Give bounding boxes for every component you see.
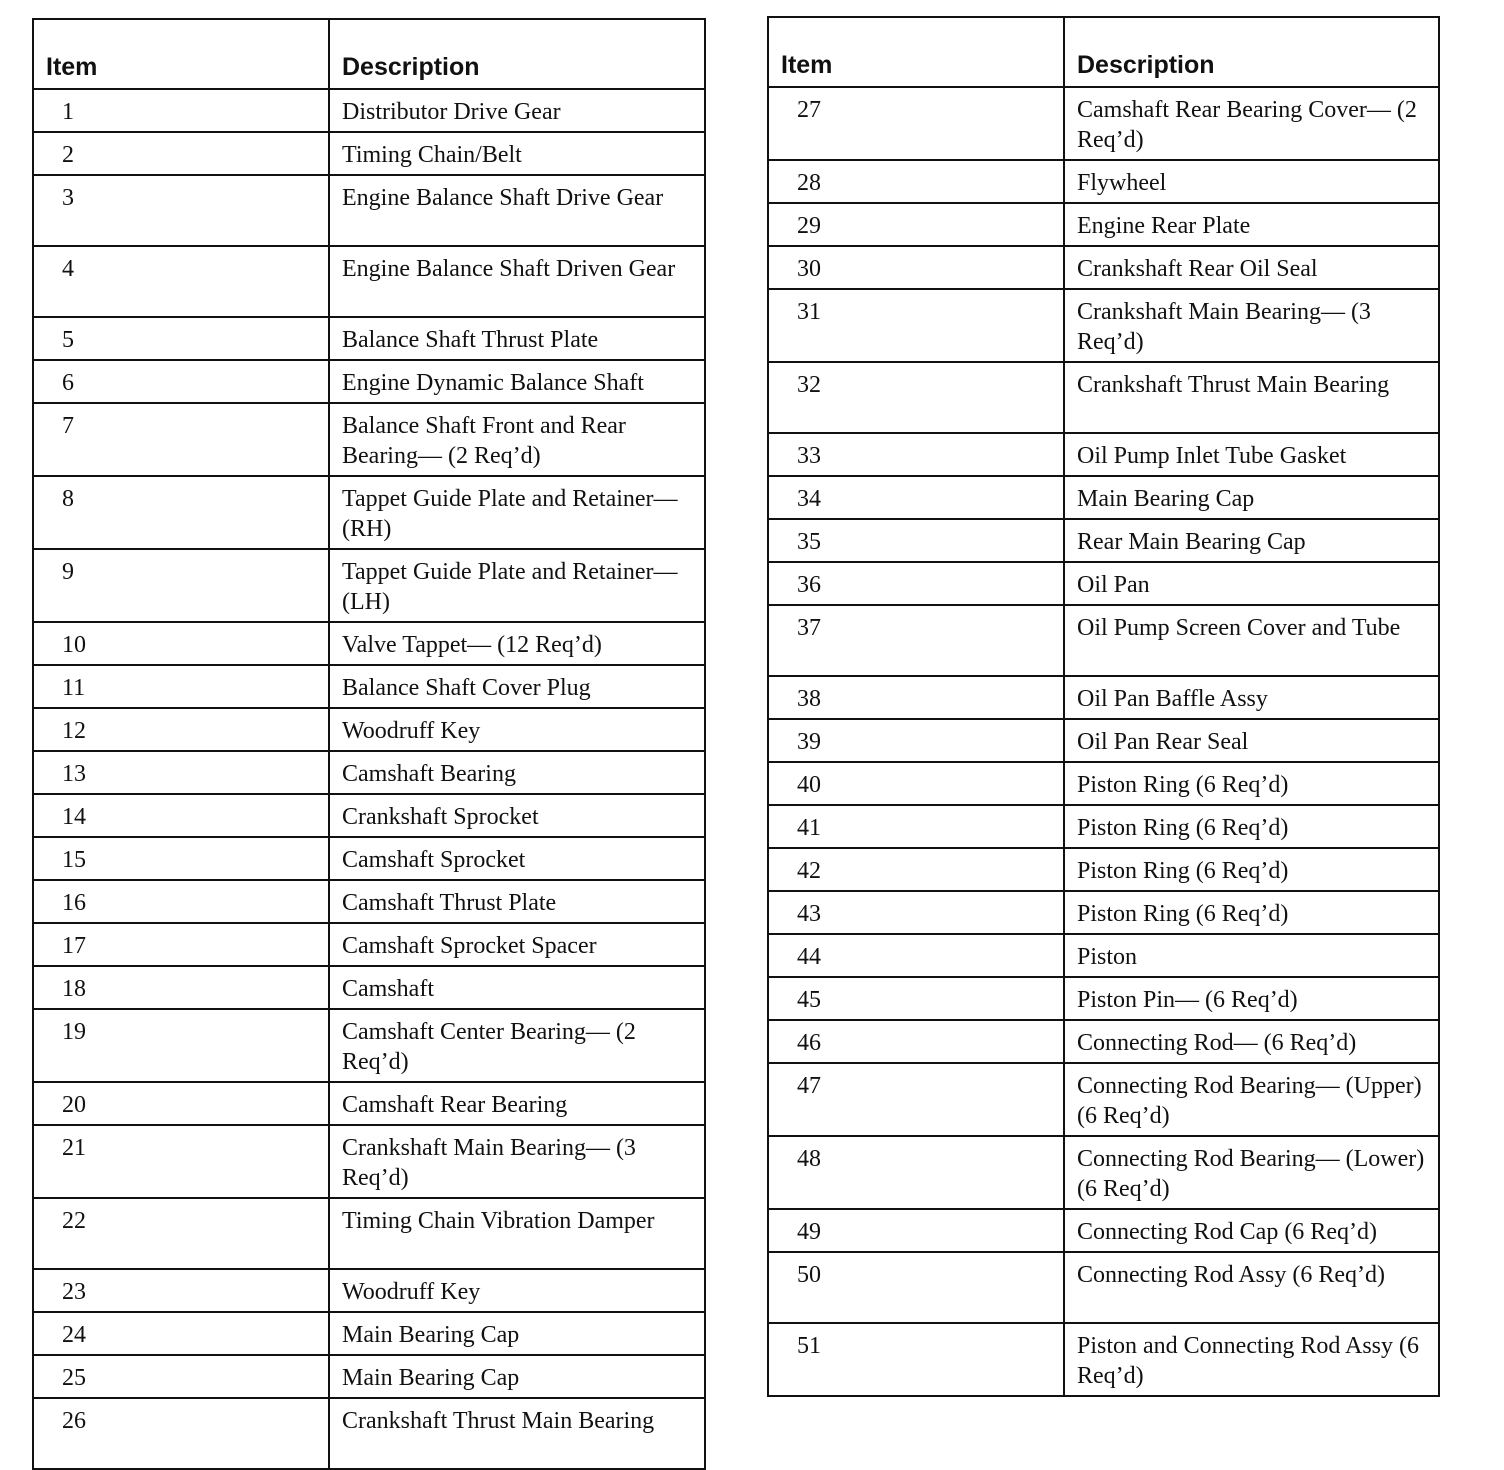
item-description: Piston Pin— (6 Req’d) xyxy=(1064,977,1439,1020)
item-description: Rear Main Bearing Cap xyxy=(1064,519,1439,562)
item-description: Crankshaft Rear Oil Seal xyxy=(1064,246,1439,289)
item-description: Crankshaft Sprocket xyxy=(329,794,705,837)
item-number: 17 xyxy=(33,923,329,966)
item-number: 51 xyxy=(768,1323,1064,1396)
item-number: 5 xyxy=(33,317,329,360)
item-number: 14 xyxy=(33,794,329,837)
table-row xyxy=(33,1009,705,1082)
description-column-header: Description xyxy=(329,19,705,89)
item-column-header: Item xyxy=(768,17,1064,87)
item-description: Main Bearing Cap xyxy=(329,1312,705,1355)
item-number: 25 xyxy=(33,1355,329,1398)
item-description: Tappet Guide Plate and Retainer— (LH) xyxy=(329,549,705,622)
table-row xyxy=(768,1063,1439,1136)
table-row xyxy=(33,923,705,966)
item-number: 11 xyxy=(33,665,329,708)
item-number: 6 xyxy=(33,360,329,403)
item-description: Piston Ring (6 Req’d) xyxy=(1064,891,1439,934)
table-row xyxy=(768,719,1439,762)
item-description: Piston and Connecting Rod Assy (6 Req’d) xyxy=(1064,1323,1439,1396)
item-number: 26 xyxy=(33,1398,329,1469)
table-row xyxy=(33,1082,705,1125)
item-description: Timing Chain Vibration Damper xyxy=(329,1198,705,1269)
parts-table-left xyxy=(32,18,706,1470)
item-description: Piston Ring (6 Req’d) xyxy=(1064,848,1439,891)
item-number: 50 xyxy=(768,1252,1064,1323)
table-row xyxy=(768,1252,1439,1323)
table-row xyxy=(33,966,705,1009)
item-description: Connecting Rod Bearing— (Lower) (6 Req’d) xyxy=(1064,1136,1439,1209)
item-description: Flywheel xyxy=(1064,160,1439,203)
item-description: Oil Pan Rear Seal xyxy=(1064,719,1439,762)
item-number: 37 xyxy=(768,605,1064,676)
item-number: 13 xyxy=(33,751,329,794)
table-row xyxy=(768,676,1439,719)
item-description: Camshaft Sprocket Spacer xyxy=(329,923,705,966)
item-number: 4 xyxy=(33,246,329,317)
table-row xyxy=(768,362,1439,433)
item-number: 48 xyxy=(768,1136,1064,1209)
table-row xyxy=(33,665,705,708)
item-number: 39 xyxy=(768,719,1064,762)
item-number: 3 xyxy=(33,175,329,246)
table-row xyxy=(768,934,1439,977)
item-number: 8 xyxy=(33,476,329,549)
item-number: 20 xyxy=(33,1082,329,1125)
table-row xyxy=(768,246,1439,289)
item-description: Oil Pump Screen Cover and Tube xyxy=(1064,605,1439,676)
item-description: Camshaft xyxy=(329,966,705,1009)
item-description: Camshaft Sprocket xyxy=(329,837,705,880)
table-row xyxy=(33,1312,705,1355)
item-number: 18 xyxy=(33,966,329,1009)
item-number: 15 xyxy=(33,837,329,880)
table-row xyxy=(768,1136,1439,1209)
table-row xyxy=(33,175,705,246)
parts-table-right xyxy=(767,16,1440,1397)
table-row xyxy=(33,89,705,132)
item-number: 49 xyxy=(768,1209,1064,1252)
table-row xyxy=(33,1269,705,1312)
item-description: Crankshaft Thrust Main Bearing xyxy=(329,1398,705,1469)
item-description: Connecting Rod— (6 Req’d) xyxy=(1064,1020,1439,1063)
table-row xyxy=(768,1020,1439,1063)
table-row xyxy=(33,549,705,622)
item-description: Balance Shaft Thrust Plate xyxy=(329,317,705,360)
table-row xyxy=(768,433,1439,476)
item-description: Connecting Rod Assy (6 Req’d) xyxy=(1064,1252,1439,1323)
table-row xyxy=(33,403,705,476)
item-description: Timing Chain/Belt xyxy=(329,132,705,175)
item-number: 42 xyxy=(768,848,1064,891)
table-row xyxy=(33,317,705,360)
item-number: 45 xyxy=(768,977,1064,1020)
item-description: Engine Dynamic Balance Shaft xyxy=(329,360,705,403)
table-row xyxy=(768,476,1439,519)
table-row xyxy=(768,848,1439,891)
item-number: 38 xyxy=(768,676,1064,719)
item-number: 10 xyxy=(33,622,329,665)
table-row xyxy=(768,1323,1439,1396)
item-number: 12 xyxy=(33,708,329,751)
table-row xyxy=(33,1398,705,1469)
table-row xyxy=(33,622,705,665)
table-row xyxy=(33,246,705,317)
item-description: Connecting Rod Cap (6 Req’d) xyxy=(1064,1209,1439,1252)
table-row xyxy=(768,805,1439,848)
item-number: 31 xyxy=(768,289,1064,362)
item-description: Woodruff Key xyxy=(329,1269,705,1312)
item-description: Crankshaft Main Bearing— (3 Req’d) xyxy=(1064,289,1439,362)
table-row xyxy=(33,708,705,751)
table-header-row xyxy=(768,17,1439,87)
item-number: 7 xyxy=(33,403,329,476)
item-number: 43 xyxy=(768,891,1064,934)
item-description: Woodruff Key xyxy=(329,708,705,751)
table-row xyxy=(33,476,705,549)
item-description: Valve Tappet— (12 Req’d) xyxy=(329,622,705,665)
item-description: Tappet Guide Plate and Retainer— (RH) xyxy=(329,476,705,549)
item-number: 33 xyxy=(768,433,1064,476)
table-row xyxy=(768,605,1439,676)
table-row xyxy=(33,837,705,880)
item-description: Piston xyxy=(1064,934,1439,977)
table-row xyxy=(33,1198,705,1269)
table-row xyxy=(33,751,705,794)
table-row xyxy=(768,289,1439,362)
item-description: Camshaft Rear Bearing xyxy=(329,1082,705,1125)
item-description: Engine Rear Plate xyxy=(1064,203,1439,246)
item-number: 32 xyxy=(768,362,1064,433)
table-header-row xyxy=(33,19,705,89)
item-number: 30 xyxy=(768,246,1064,289)
item-description: Camshaft Center Bearing— (2 Req’d) xyxy=(329,1009,705,1082)
item-number: 16 xyxy=(33,880,329,923)
table-row xyxy=(33,794,705,837)
item-number: 46 xyxy=(768,1020,1064,1063)
table-row xyxy=(768,762,1439,805)
item-number: 36 xyxy=(768,562,1064,605)
item-number: 23 xyxy=(33,1269,329,1312)
item-number: 27 xyxy=(768,87,1064,160)
table-row xyxy=(768,1209,1439,1252)
table-row xyxy=(33,1355,705,1398)
item-number: 1 xyxy=(33,89,329,132)
item-description: Distributor Drive Gear xyxy=(329,89,705,132)
item-number: 35 xyxy=(768,519,1064,562)
item-description: Engine Balance Shaft Drive Gear xyxy=(329,175,705,246)
item-number: 19 xyxy=(33,1009,329,1082)
item-description: Oil Pump Inlet Tube Gasket xyxy=(1064,433,1439,476)
table-row xyxy=(33,880,705,923)
item-number: 22 xyxy=(33,1198,329,1269)
table-row xyxy=(768,87,1439,160)
item-description: Piston Ring (6 Req’d) xyxy=(1064,762,1439,805)
item-description: Oil Pan xyxy=(1064,562,1439,605)
item-description: Balance Shaft Cover Plug xyxy=(329,665,705,708)
item-number: 28 xyxy=(768,160,1064,203)
item-description: Camshaft Rear Bearing Cover— (2 Req’d) xyxy=(1064,87,1439,160)
item-description: Crankshaft Thrust Main Bearing xyxy=(1064,362,1439,433)
item-description: Camshaft Bearing xyxy=(329,751,705,794)
table-row xyxy=(33,132,705,175)
item-description: Connecting Rod Bearing— (Upper) (6 Req’d) xyxy=(1064,1063,1439,1136)
description-column-header: Description xyxy=(1064,17,1439,87)
item-description: Piston Ring (6 Req’d) xyxy=(1064,805,1439,848)
table-row xyxy=(768,160,1439,203)
item-description: Balance Shaft Front and Rear Bearing— (2 Req’d) xyxy=(329,403,705,476)
item-number: 29 xyxy=(768,203,1064,246)
table-row xyxy=(33,360,705,403)
item-description: Oil Pan Baffle Assy xyxy=(1064,676,1439,719)
item-number: 24 xyxy=(33,1312,329,1355)
item-number: 2 xyxy=(33,132,329,175)
item-number: 9 xyxy=(33,549,329,622)
item-number: 44 xyxy=(768,934,1064,977)
table-row xyxy=(768,519,1439,562)
table-row xyxy=(768,891,1439,934)
item-column-header: Item xyxy=(33,19,329,89)
item-number: 34 xyxy=(768,476,1064,519)
table-row xyxy=(33,1125,705,1198)
item-description: Main Bearing Cap xyxy=(329,1355,705,1398)
item-description: Camshaft Thrust Plate xyxy=(329,880,705,923)
item-number: 47 xyxy=(768,1063,1064,1136)
item-number: 41 xyxy=(768,805,1064,848)
item-number: 40 xyxy=(768,762,1064,805)
item-description: Crankshaft Main Bearing— (3 Req’d) xyxy=(329,1125,705,1198)
item-description: Engine Balance Shaft Driven Gear xyxy=(329,246,705,317)
item-description: Main Bearing Cap xyxy=(1064,476,1439,519)
table-row xyxy=(768,977,1439,1020)
item-number: 21 xyxy=(33,1125,329,1198)
table-row xyxy=(768,203,1439,246)
table-row xyxy=(768,562,1439,605)
